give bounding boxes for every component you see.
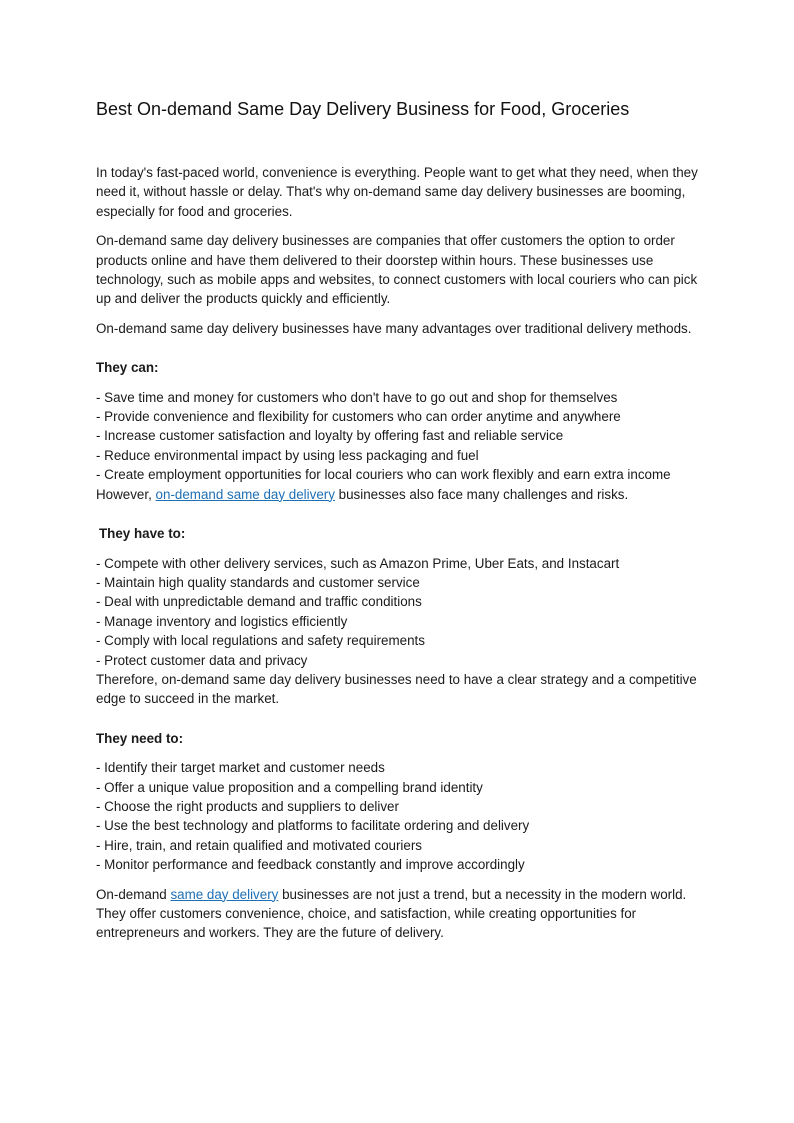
list-item: - Deal with unpredictable demand and traffic conditions bbox=[96, 594, 422, 610]
challenges-text-before: However, bbox=[96, 486, 156, 502]
list-they-have-to bbox=[96, 554, 698, 709]
list-item: - Manage inventory and logistics efficiently bbox=[96, 613, 348, 629]
advantages-paragraph: On-demand same day delivery businesses have many advantages over traditional delivery methods. bbox=[96, 320, 692, 336]
list-item: - Maintain high quality standards and customer service bbox=[96, 574, 420, 590]
list-item: - Identify their target market and customer needs bbox=[96, 760, 385, 776]
list-item: - Hire, train, and retain qualified and motivated couriers bbox=[96, 837, 423, 853]
list-they-can bbox=[96, 388, 698, 504]
list-item: - Use the best technology and platforms to facilitate ordering and delivery bbox=[96, 818, 530, 834]
list-they-need-to bbox=[96, 758, 698, 874]
list-item: - Offer a unique value proposition and a compelling brand identity bbox=[96, 779, 483, 795]
list-item: - Reduce environmental impact by using less packaging and fuel bbox=[96, 447, 479, 463]
on-demand-same-day-delivery-link[interactable]: on-demand same day delivery bbox=[155, 486, 335, 502]
challenges-sentence bbox=[96, 485, 698, 504]
challenges-text-after: businesses also face many challenges and risks. bbox=[334, 486, 629, 502]
definition-paragraph: On-demand same day delivery businesses are companies that offer customers the option to order products online and have them delivered to their doorstep within hours. These businesses use technology, such as mobile apps and websites, to connect customers with local couriers who can pick up and deliver the products quickly and efficiently. bbox=[96, 233, 698, 307]
strategy-paragraph: Therefore, on-demand same day delivery businesses need to have a clear strategy and a competitive edge to succeed in the market. bbox=[96, 671, 697, 707]
conclusion-text-after: businesses are not just a trend, but a necessity in the modern world. They offer customers convenience, choice, and satisfaction, while creating opportunities for entrepreneurs and workers. They are the future of delivery. bbox=[96, 886, 687, 941]
section-heading-they-need-to: They need to: bbox=[96, 730, 184, 746]
list-item: - Provide convenience and flexibility for customers who can order anytime and anywhere bbox=[96, 409, 621, 425]
document-body bbox=[96, 163, 698, 943]
list-item: - Compete with other delivery services, such as Amazon Prime, Uber Eats, and Instacart bbox=[96, 555, 620, 571]
list-item: - Monitor performance and feedback constantly and improve accordingly bbox=[96, 857, 525, 873]
conclusion-paragraph bbox=[96, 885, 698, 943]
document-title: Best On-demand Same Day Delivery Business for Food, Groceries bbox=[96, 99, 630, 119]
list-item: - Choose the right products and suppliers to deliver bbox=[96, 798, 399, 814]
list-item: - Create employment opportunities for local couriers who can work flexibly and earn extra income bbox=[96, 467, 671, 483]
section-heading-they-can: They can: bbox=[96, 360, 159, 376]
same-day-delivery-link[interactable]: same day delivery bbox=[170, 886, 279, 902]
list-item: - Comply with local regulations and safety requirements bbox=[96, 633, 425, 649]
intro-paragraph: In today's fast-paced world, convenience is everything. People want to get what they need, when they need it, without hassle or delay. That's why on-demand same day delivery businesses are booming, especially for food and groceries. bbox=[96, 165, 698, 219]
list-item: - Increase customer satisfaction and loyalty by offering fast and reliable service bbox=[96, 428, 564, 444]
list-item: - Protect customer data and privacy bbox=[96, 652, 308, 668]
section-heading-they-have-to: They have to: bbox=[99, 526, 186, 542]
list-item: - Save time and money for customers who don't have to go out and shop for themselves bbox=[96, 389, 618, 405]
conclusion-text-before: On-demand bbox=[96, 886, 171, 902]
